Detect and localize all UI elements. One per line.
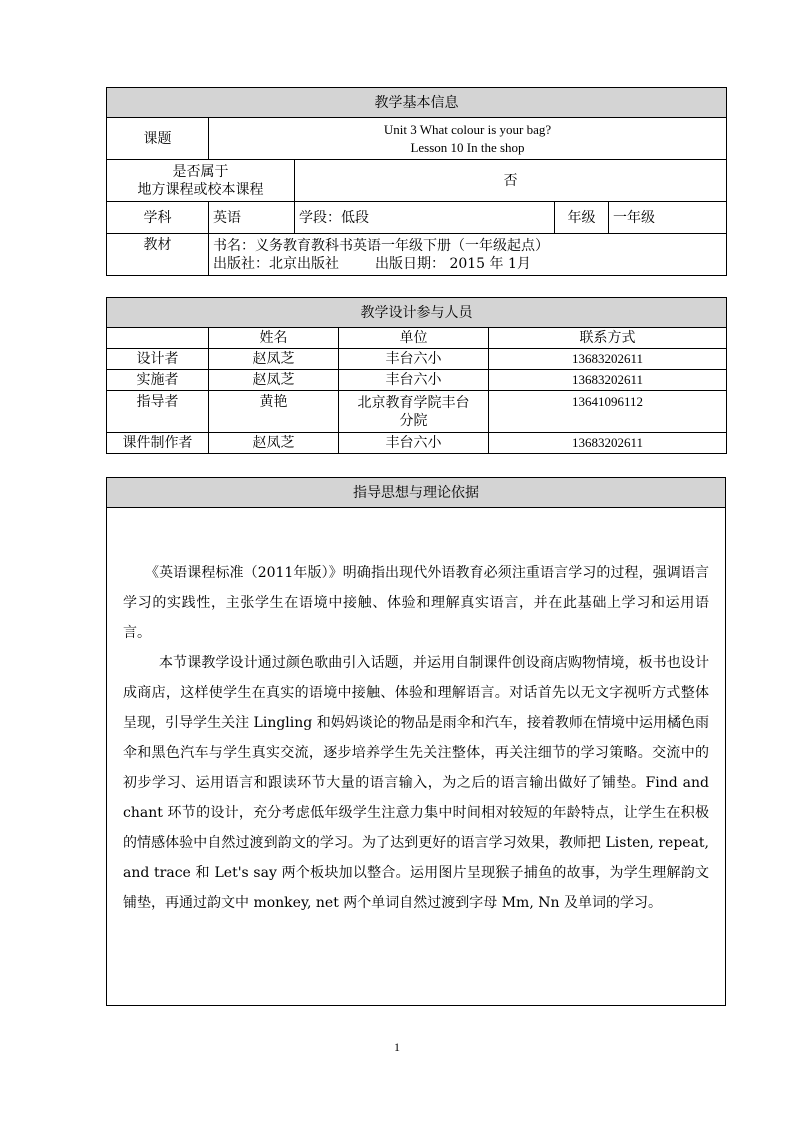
textbook-date: 出版日期： 2015 年 1月 [375,255,531,272]
unit-cell: 丰台六小 [339,370,489,391]
textbook-label: 教材 [107,234,209,276]
table-row [107,370,727,391]
topic-line1: Unit 3 What colour is your bag? [383,121,552,137]
textbook-title: 书名：义务教育教科书英语一年级下册（一年级起点） [213,237,549,254]
topic-label: 课题 [107,118,209,160]
table-row [107,433,727,454]
unit-cell [339,391,489,433]
local-label-line2: 地方课程或校本课程 [137,181,264,198]
name-cell: 赵凤芝 [209,370,339,391]
textbook-publisher: 出版社：北京出版社 [213,255,339,272]
role-cell: 实施者 [107,370,209,391]
col-header-role [107,328,209,349]
phone-cell: 13683202611 [489,433,727,454]
topic-line2: Lesson 10 In the shop [410,139,525,155]
name-cell: 赵凤芝 [209,433,339,454]
unit-line1: 北京教育学院丰台 [357,394,470,411]
phone-cell: 13683202611 [489,370,727,391]
guiding-theory-header: 指导思想与理论依据 [107,478,726,508]
stage-value: 学段：低段 [295,202,555,234]
name-cell: 黄艳 [209,391,339,433]
col-header-unit: 单位 [339,328,489,349]
basic-info-table [106,87,727,276]
participants-table [106,297,727,454]
grade-value: 一年级 [609,202,727,234]
grade-label: 年级 [555,202,609,234]
name-cell: 赵凤芝 [209,349,339,370]
role-cell: 设计者 [107,349,209,370]
paragraph-2: 本节课教学设计通过颜色歌曲引入话题，并运用自制课件创设商店购物情境，板书也设计成商店，这样使学生在真实的语境中接触、体验和理解语言。对话首先以无文字视听方式整体呈现，引导学生关注 Lingling 和妈妈谈论的物品是雨伞和汽车，接着教师在情境中运用橘色雨伞和黑色汽车与学生真实交流，逐步培养学生先关注整体，再关注细节的学习策略。交流中的初步学习、运用语言和跟读环节大量的语言输入，为之后的语言输出做好了铺垫。Find and chant 环节的设计，充分考虑低年级学生注意力集中时间相对较短的年龄特点，让学生在积极的情感体验中自然过渡到韵文的学习。为了达到更好的语言学习效果，教师把 Listen, repeat, and trace 和 Let's say 两个板块加以整合。运用图片呈现猴子捕鱼的故事，为学生理解韵文铺垫，再通过韵文中 monkey, net 两个单词自然过渡到字母 Mm, Nn 及单词的学习。 [123,655,709,911]
local-course-label [107,160,295,202]
unit-line2: 分院 [399,412,428,429]
table-row [107,349,727,370]
topic-value [209,118,727,160]
phone-cell: 13641096112 [489,391,727,433]
paragraph-1: 《英语课程标准（2011年版）》明确指出现代外语教育必须注重语言学习的过程，强调语言学习的实践性，主张学生在语境中接触、体验和理解真实语言，并在此基础上学习和运用语言。 [123,565,709,641]
textbook-publisher-line [213,255,722,273]
textbook-value [209,234,727,276]
unit-cell: 丰台六小 [339,349,489,370]
table-row [107,391,727,433]
subject-value: 英语 [209,202,295,234]
unit-cell: 丰台六小 [339,433,489,454]
local-course-value: 否 [295,160,727,202]
subject-label: 学科 [107,202,209,234]
col-header-contact: 联系方式 [489,328,727,349]
basic-info-header: 教学基本信息 [107,88,727,118]
role-cell: 课件制作者 [107,433,209,454]
participants-header: 教学设计参与人员 [107,298,727,328]
phone-cell: 13683202611 [489,349,727,370]
page-number: 1 [394,1040,400,1054]
role-cell: 指导者 [107,391,209,433]
guiding-theory-table [106,477,726,1006]
guiding-theory-body [107,508,726,1006]
local-label-line1: 是否属于 [172,163,229,180]
col-header-name: 姓名 [209,328,339,349]
